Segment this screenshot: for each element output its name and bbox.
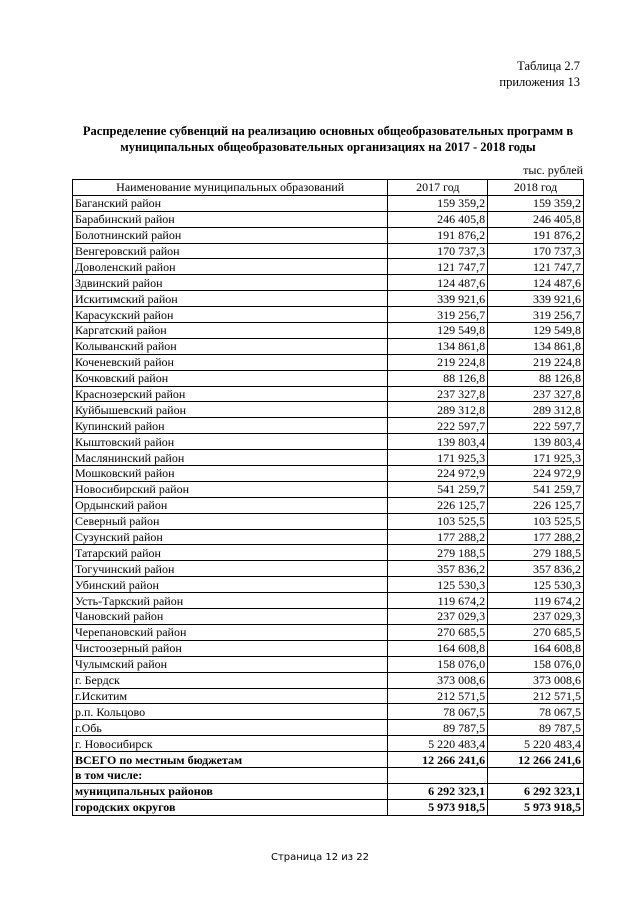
- row-value-2018: 246 405,8: [488, 211, 584, 227]
- table-row: [73, 736, 584, 752]
- row-value-2018: 191 876,2: [488, 227, 584, 243]
- row-value-2018: 541 259,7: [488, 481, 584, 497]
- table-row: [73, 529, 584, 545]
- row-name: Кочковский район: [73, 370, 388, 386]
- row-value-2018: 279 188,5: [488, 545, 584, 561]
- total-2018: 12 266 241,6: [488, 752, 584, 768]
- row-value-2018: 222 597,7: [488, 418, 584, 434]
- row-value-2017: 164 608,8: [388, 640, 488, 656]
- table-row: [73, 466, 584, 482]
- table-row: [73, 370, 584, 386]
- subtotal-2017: 5 973 918,5: [388, 799, 488, 815]
- row-value-2018: 237 029,3: [488, 609, 584, 625]
- row-value-2018: 219 224,8: [488, 354, 584, 370]
- row-name: Искитимский район: [73, 291, 388, 307]
- header-2018: 2018 год: [488, 180, 584, 196]
- table-row: [73, 386, 584, 402]
- including-label: в том числе:: [73, 767, 388, 783]
- row-value-2018: 164 608,8: [488, 640, 584, 656]
- table-row: [73, 577, 584, 593]
- row-value-2017: 121 747,7: [388, 259, 488, 275]
- row-value-2018: 171 925,3: [488, 450, 584, 466]
- row-name: Сузунский район: [73, 529, 388, 545]
- subtotal-row-cities: [73, 799, 584, 815]
- row-value-2018: 170 737,3: [488, 243, 584, 259]
- row-value-2017: 339 921,6: [388, 291, 488, 307]
- including-empty-2017: [388, 767, 488, 783]
- row-value-2017: 170 737,3: [388, 243, 488, 259]
- row-name: г. Новосибирск: [73, 736, 388, 752]
- row-value-2018: 121 747,7: [488, 259, 584, 275]
- table-row: [73, 609, 584, 625]
- row-value-2017: 125 530,3: [388, 577, 488, 593]
- row-name: Чановский район: [73, 609, 388, 625]
- table-number: Таблица 2.7: [517, 59, 580, 73]
- row-name: Купинский район: [73, 418, 388, 434]
- subtotal-2017: 6 292 323,1: [388, 783, 488, 799]
- total-2017: 12 266 241,6: [388, 752, 488, 768]
- table-row: [73, 402, 584, 418]
- row-value-2017: 246 405,8: [388, 211, 488, 227]
- header-2017: 2017 год: [388, 180, 488, 196]
- row-value-2017: 139 803,4: [388, 434, 488, 450]
- row-value-2017: 124 487,6: [388, 275, 488, 291]
- row-value-2017: 279 188,5: [388, 545, 488, 561]
- row-value-2017: 159 359,2: [388, 195, 488, 211]
- units-label: тыс. рублей: [523, 163, 583, 177]
- row-value-2017: 103 525,5: [388, 513, 488, 529]
- row-name: Каргатский район: [73, 323, 388, 339]
- row-name: Барабинский район: [73, 211, 388, 227]
- table-row: [73, 656, 584, 672]
- including-empty-2018: [488, 767, 584, 783]
- row-name: Татарский район: [73, 545, 388, 561]
- subtotal-2018: 6 292 323,1: [488, 783, 584, 799]
- row-value-2017: 78 067,5: [388, 704, 488, 720]
- table-row: [73, 291, 584, 307]
- table-row: [73, 259, 584, 275]
- row-value-2018: 89 787,5: [488, 720, 584, 736]
- subtotal-label: городских округов: [73, 799, 388, 815]
- row-value-2017: 270 685,5: [388, 624, 488, 640]
- row-name: г.Обь: [73, 720, 388, 736]
- table-row: [73, 497, 584, 513]
- row-value-2018: 226 125,7: [488, 497, 584, 513]
- subsidy-table: [72, 179, 584, 816]
- table-header-row: [73, 180, 584, 196]
- row-value-2017: 224 972,9: [388, 466, 488, 482]
- row-value-2018: 212 571,5: [488, 688, 584, 704]
- row-value-2017: 319 256,7: [388, 307, 488, 323]
- table-row: [73, 545, 584, 561]
- row-value-2018: 134 861,8: [488, 338, 584, 354]
- table-row: [73, 211, 584, 227]
- table-row: [73, 481, 584, 497]
- table-row: [73, 323, 584, 339]
- title-line-2: муниципальных общеобразовательных организациях на 2017 - 2018 годы: [120, 140, 536, 154]
- table-row: [73, 704, 584, 720]
- row-value-2018: 339 921,6: [488, 291, 584, 307]
- row-value-2018: 78 067,5: [488, 704, 584, 720]
- row-value-2017: 226 125,7: [388, 497, 488, 513]
- row-value-2018: 103 525,5: [488, 513, 584, 529]
- row-name: Болотнинский район: [73, 227, 388, 243]
- row-name: Тогучинский район: [73, 561, 388, 577]
- row-value-2017: 219 224,8: [388, 354, 488, 370]
- row-value-2017: 158 076,0: [388, 656, 488, 672]
- row-name: Доволенский район: [73, 259, 388, 275]
- row-value-2018: 289 312,8: [488, 402, 584, 418]
- row-name: р.п. Кольцово: [73, 704, 388, 720]
- row-value-2017: 134 861,8: [388, 338, 488, 354]
- row-name: г. Бердск: [73, 672, 388, 688]
- table-row: [73, 243, 584, 259]
- table-row: [73, 338, 584, 354]
- row-value-2018: 88 126,8: [488, 370, 584, 386]
- title-line-1: Распределение субвенций на реализацию основных общеобразовательных программ в: [82, 124, 574, 138]
- row-value-2018: 319 256,7: [488, 307, 584, 323]
- row-value-2018: 119 674,2: [488, 593, 584, 609]
- page-footer: Страница 12 из 22: [270, 852, 370, 863]
- table-row: [73, 275, 584, 291]
- row-value-2017: 237 029,3: [388, 609, 488, 625]
- row-value-2017: 212 571,5: [388, 688, 488, 704]
- row-value-2018: 373 008,6: [488, 672, 584, 688]
- appendix-number: приложения 13: [499, 75, 580, 89]
- row-value-2017: 222 597,7: [388, 418, 488, 434]
- row-value-2017: 129 549,8: [388, 323, 488, 339]
- table-row: [73, 688, 584, 704]
- row-value-2018: 270 685,5: [488, 624, 584, 640]
- table-row: [73, 561, 584, 577]
- header-name: Наименование муниципальных образований: [73, 180, 388, 196]
- row-name: Чистоозерный район: [73, 640, 388, 656]
- row-value-2017: 191 876,2: [388, 227, 488, 243]
- table-row: [73, 450, 584, 466]
- row-name: Коченевский район: [73, 354, 388, 370]
- row-value-2017: 357 836,2: [388, 561, 488, 577]
- row-value-2017: 88 126,8: [388, 370, 488, 386]
- subtotal-label: муниципальных районов: [73, 783, 388, 799]
- row-value-2018: 224 972,9: [488, 466, 584, 482]
- row-name: Карасукский район: [73, 307, 388, 323]
- row-value-2017: 89 787,5: [388, 720, 488, 736]
- row-value-2017: 119 674,2: [388, 593, 488, 609]
- row-name: Краснозерский район: [73, 386, 388, 402]
- row-value-2018: 139 803,4: [488, 434, 584, 450]
- row-name: Баганский район: [73, 195, 388, 211]
- row-value-2017: 177 288,2: [388, 529, 488, 545]
- table-row: [73, 720, 584, 736]
- row-name: Черепановский район: [73, 624, 388, 640]
- table-row: [73, 195, 584, 211]
- including-row: [73, 767, 584, 783]
- row-value-2017: 237 327,8: [388, 386, 488, 402]
- table-row: [73, 672, 584, 688]
- row-name: Убинский район: [73, 577, 388, 593]
- row-name: Маслянинский район: [73, 450, 388, 466]
- table-row: [73, 307, 584, 323]
- subtotal-row-districts: [73, 783, 584, 799]
- row-value-2017: 5 220 483,4: [388, 736, 488, 752]
- row-name: Мошковский район: [73, 466, 388, 482]
- row-value-2017: 171 925,3: [388, 450, 488, 466]
- row-name: Ордынский район: [73, 497, 388, 513]
- table-row: [73, 434, 584, 450]
- table-row: [73, 513, 584, 529]
- row-value-2018: 124 487,6: [488, 275, 584, 291]
- row-value-2017: 289 312,8: [388, 402, 488, 418]
- total-row: [73, 752, 584, 768]
- table-row: [73, 624, 584, 640]
- table-row: [73, 354, 584, 370]
- row-value-2018: 357 836,2: [488, 561, 584, 577]
- row-value-2017: 373 008,6: [388, 672, 488, 688]
- table-caption: [499, 58, 580, 90]
- row-name: Новосибирский район: [73, 481, 388, 497]
- row-name: Кыштовский район: [73, 434, 388, 450]
- row-name: Венгеровский район: [73, 243, 388, 259]
- row-value-2018: 177 288,2: [488, 529, 584, 545]
- row-name: Северный район: [73, 513, 388, 529]
- row-name: Усть-Таркский район: [73, 593, 388, 609]
- table-body: [73, 195, 584, 751]
- row-name: Колыванский район: [73, 338, 388, 354]
- document-title: [72, 123, 584, 155]
- row-name: Куйбышевский район: [73, 402, 388, 418]
- table-row: [73, 227, 584, 243]
- row-value-2018: 158 076,0: [488, 656, 584, 672]
- row-value-2018: 237 327,8: [488, 386, 584, 402]
- total-label: ВСЕГО по местным бюджетам: [73, 752, 388, 768]
- row-value-2018: 5 220 483,4: [488, 736, 584, 752]
- row-value-2018: 129 549,8: [488, 323, 584, 339]
- row-value-2018: 125 530,3: [488, 577, 584, 593]
- table-row: [73, 640, 584, 656]
- row-name: Здвинский район: [73, 275, 388, 291]
- row-value-2017: 541 259,7: [388, 481, 488, 497]
- table-row: [73, 418, 584, 434]
- row-name: г.Искитим: [73, 688, 388, 704]
- subtotal-2018: 5 973 918,5: [488, 799, 584, 815]
- row-value-2018: 159 359,2: [488, 195, 584, 211]
- row-name: Чулымский район: [73, 656, 388, 672]
- table-row: [73, 593, 584, 609]
